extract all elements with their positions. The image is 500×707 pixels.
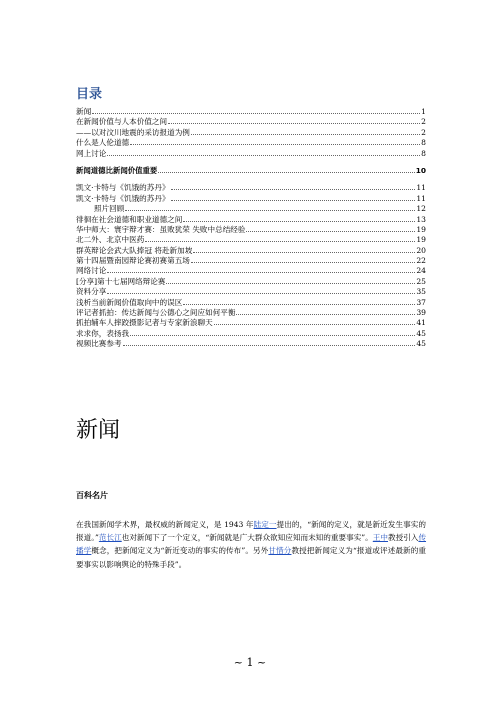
- toc-leader: [123, 344, 416, 346]
- link-communication-studies[interactable]: 传播学: [76, 533, 427, 556]
- toc-entry[interactable]: [76, 138, 426, 148]
- toc-leader: [107, 271, 415, 273]
- toc-entry-page: 19: [416, 235, 426, 245]
- link-gan-xifen[interactable]: 甘惜分: [268, 546, 292, 556]
- toc-section-heading[interactable]: [76, 166, 426, 176]
- page-number: ~ 1 ~: [233, 656, 267, 669]
- toc-entry[interactable]: [76, 329, 426, 339]
- toc-entry-page: 22: [416, 256, 426, 266]
- toc-entry-page: 35: [416, 287, 426, 297]
- toc-entry-title: 浅析当前新闻价值取向中的误区: [76, 297, 183, 307]
- para-text: 在我国新闻学术界，最权威的新闻定义，是 1943 年: [76, 520, 254, 529]
- toc-entry-page: 12: [416, 204, 426, 214]
- toc-entry[interactable]: [76, 308, 426, 318]
- toc-leader: [145, 240, 415, 242]
- toc-entry[interactable]: [76, 298, 426, 308]
- toc-entry-page: 39: [416, 308, 426, 318]
- toc-leader: [214, 323, 416, 325]
- link-wang-zhong[interactable]: 王中: [372, 533, 389, 543]
- toc-entry[interactable]: [76, 183, 426, 193]
- toc-leader: [130, 143, 420, 145]
- toc-entry-page: 11: [416, 183, 426, 193]
- toc-entry-page: 19: [416, 224, 426, 234]
- toc-entry[interactable]: [76, 215, 426, 225]
- toc-entry-title: 凯文·卡特与《饥饿的苏丹》: [76, 183, 170, 193]
- toc-leader: [166, 282, 415, 284]
- para-text: 教授引入: [388, 533, 419, 543]
- toc-entry-title: 第十四届暨南园辩论赛初赛第五场: [76, 256, 190, 266]
- toc-entry-page: 11: [416, 193, 426, 203]
- toc-entry-page: 45: [416, 339, 426, 349]
- toc-entry-title: 凯文·卡特与《饥饿的苏丹》: [76, 193, 170, 203]
- toc-entry-title: 在新闻价值与人本价值之间: [76, 117, 168, 127]
- toc-leader: [130, 334, 415, 336]
- toc-entry-page: 2: [421, 117, 426, 127]
- para-text: 提出的，“新闻的定义，就是新近发生事实的报道。”: [76, 520, 427, 543]
- toc-leader: [183, 303, 415, 305]
- para-text: 教授把新闻定义为“报道或评述最新的重要事实以影响舆论的特殊手段”。: [76, 546, 427, 569]
- toc-entry[interactable]: [76, 339, 426, 349]
- toc-leader: [183, 220, 415, 222]
- toc-entry[interactable]: [76, 107, 426, 117]
- toc-entry-page: 10: [415, 165, 426, 175]
- toc-entry-title: 北二外、北京中医药: [76, 235, 145, 245]
- toc-leader: [168, 122, 420, 124]
- toc-entry-page: 24: [416, 266, 426, 276]
- toc-entry-title: 徘徊在社会道德和职业道德之间: [76, 214, 183, 224]
- toc-leader: [191, 133, 420, 135]
- toc-entry-title: 群英辩论会武大队捧冠 将赴新加坡: [76, 245, 193, 255]
- toc-leader: [171, 188, 416, 190]
- article-paragraph: [76, 518, 426, 571]
- toc-entry[interactable]: [76, 149, 426, 159]
- toc-entry-title: 评记者抓拍：传达新闻与公德心之间应如何平衡: [76, 308, 236, 318]
- table-of-contents: [76, 107, 426, 350]
- toc-leader: [171, 199, 416, 201]
- toc-entry-page: 1: [421, 107, 426, 116]
- toc-entry-title: 网络讨论: [76, 266, 107, 276]
- article-heading: 新闻: [76, 418, 121, 443]
- toc-entry-title: 什么是人伦道德: [76, 138, 130, 148]
- toc-leader: [107, 154, 420, 156]
- toc-entry[interactable]: [76, 318, 426, 328]
- toc-spacer: [76, 159, 426, 166]
- toc-entry-page: 37: [416, 297, 426, 307]
- toc-entry[interactable]: [76, 225, 426, 235]
- link-fan-changjiang[interactable]: 范长江: [98, 533, 122, 543]
- link-lu-dingyi[interactable]: 陆定一: [253, 520, 277, 529]
- toc-leader: [158, 171, 414, 173]
- toc-entry-title: ——以对汶川地震的采访报道为例: [76, 127, 190, 137]
- toc-entry-title: 视频比赛参考: [76, 339, 122, 349]
- toc-entry-title: 新闻: [76, 107, 92, 116]
- toc-entry-title: 华中师大：寰宇辩才赛：虽败犹荣 失败中总结经验: [76, 224, 246, 234]
- para-text: 概念，把新闻定义为“新近变动的事实的传布”。另外: [91, 546, 269, 556]
- toc-leader: [125, 209, 415, 211]
- toc-entry[interactable]: [76, 266, 426, 276]
- toc-entry[interactable]: [76, 246, 426, 256]
- toc-entry-page: 20: [416, 245, 426, 255]
- toc-leader: [236, 313, 415, 315]
- toc-entry[interactable]: [76, 194, 426, 204]
- toc-leader: [246, 230, 415, 232]
- toc-entry-page: 25: [416, 276, 426, 286]
- toc-entry[interactable]: [76, 235, 426, 245]
- toc-entry-page: 8: [421, 138, 426, 148]
- toc-leader: [193, 251, 415, 253]
- toc-entry-page: 2: [421, 127, 426, 137]
- para-text: 也对新闻下了一个定义，“新闻就是广大群众欲知应知而未知的重要事实”。: [121, 533, 373, 543]
- toc-entry-title: 求求你，表扬我: [76, 328, 130, 338]
- toc-entry-page: 45: [416, 328, 426, 338]
- toc-entry-title: [分享]第十七届网络辩论赛: [76, 276, 166, 286]
- toc-entry-page: 8: [421, 148, 426, 158]
- toc-entry-title: 抓拍辅车人摔跤摄影记者与专家新浪聊天: [76, 318, 213, 328]
- toc-leader: [107, 292, 415, 294]
- toc-entry[interactable]: [76, 277, 426, 287]
- toc-entry-page: 13: [416, 214, 426, 224]
- toc-entry-page: 41: [416, 318, 426, 328]
- toc-entry-title: 资料分享: [76, 287, 107, 297]
- toc-entry-title: 新闻道德比新闻价值重要: [76, 165, 158, 175]
- toc-title: 目录: [76, 87, 103, 102]
- toc-entry[interactable]: [76, 128, 426, 138]
- toc-entry[interactable]: [76, 204, 426, 214]
- toc-entry[interactable]: [76, 287, 426, 297]
- toc-entry[interactable]: [76, 117, 426, 127]
- toc-entry-title: 网上讨论: [76, 148, 107, 158]
- toc-leader: [92, 112, 420, 114]
- article-subheading: 百科名片: [76, 491, 108, 500]
- toc-entry[interactable]: [76, 256, 426, 266]
- toc-entry-title: 照片回顾: [94, 204, 125, 214]
- toc-leader: [191, 261, 415, 263]
